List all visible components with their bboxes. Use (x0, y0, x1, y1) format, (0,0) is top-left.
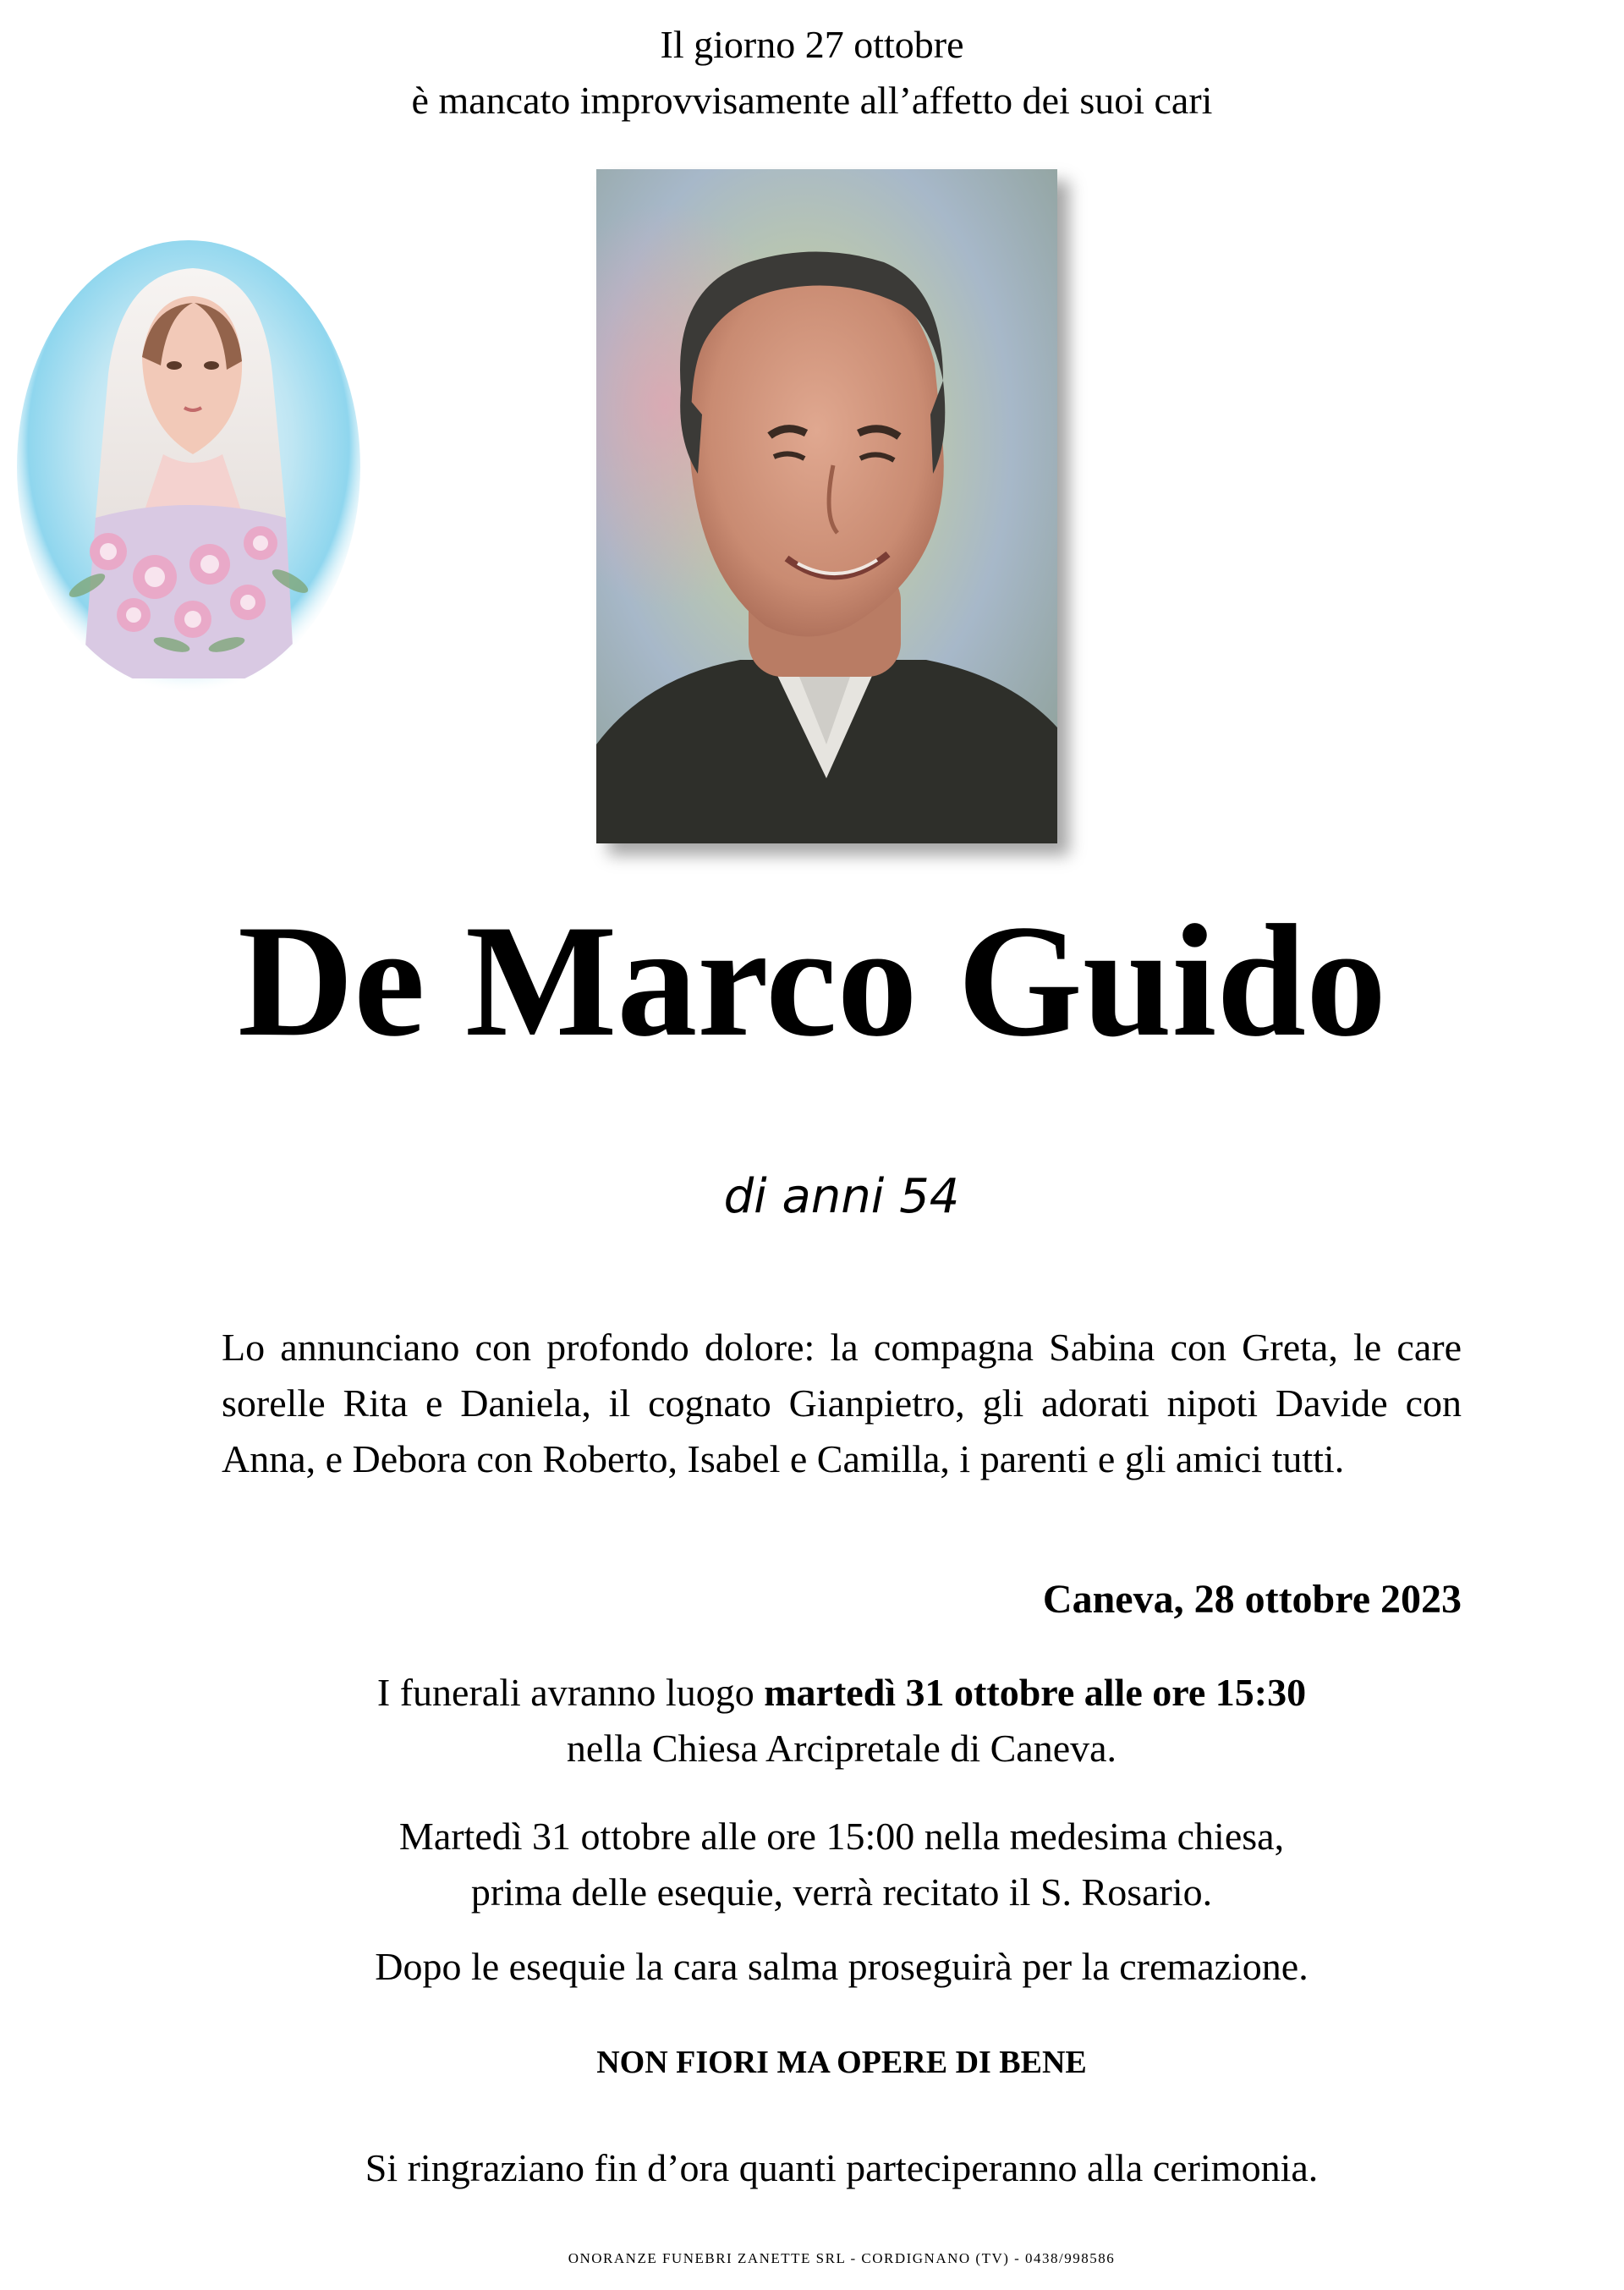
cremation-notice: Dopo le esequie la cara salma proseguirà per la cremazione. (375, 1945, 1309, 1988)
funeral-home-footer: ONORANZE FUNEBRI ZANETTE SRL - CORDIGNANO (TV) - 0438/998586 (568, 2250, 1116, 2266)
rosary-line-2: prima delle esequie, verrà recitato il S. Rosario. (470, 1870, 1213, 1914)
deceased-name: De Marco Guido (237, 892, 1387, 1070)
funeral-datetime: martedì 31 ottobre alle ore 15:30 (764, 1671, 1307, 1714)
rosary-line-1: Martedì 31 ottobre alle ore 15:00 nella medesima chiesa, (398, 1815, 1285, 1858)
intro-line-date: Il giorno 27 ottobre (660, 23, 964, 66)
rosary-info (0, 1809, 1624, 1920)
deceased-portrait (596, 169, 1057, 843)
funeral-location: nella Chiesa Arcipretale di Caneva. (566, 1727, 1117, 1770)
intro-line-message: è mancato improvvisamente all’affetto dei suoi cari (411, 79, 1213, 122)
funeral-prefix: I funerali avranno luogo (376, 1671, 765, 1714)
thanks-message: Si ringraziano fin d’ora quanti parteciperanno alla cerimonia. (365, 2146, 1319, 2189)
announcement-paragraph: Lo annunciano con profondo dolore: la compagna Sabina con Greta, le care sorelle Rita e Daniela, il cognato Gianpietro, gli adorati nipoti Davide con Anna, e Debora con Roberto, Isabel e Camilla, i parenti e gli amici tutti. (222, 1326, 1462, 1480)
madonna-image (15, 239, 362, 695)
funeral-line-1 (0, 1665, 1624, 1721)
intro-text (0, 17, 1624, 129)
place-and-date: Caneva, 28 ottobre 2023 (1042, 1577, 1462, 1622)
funeral-info (0, 1665, 1624, 1777)
deceased-age: di anni 54 (723, 1169, 960, 1224)
flowers-notice: NON FIORI MA OPERE DI BENE (596, 2045, 1087, 2080)
